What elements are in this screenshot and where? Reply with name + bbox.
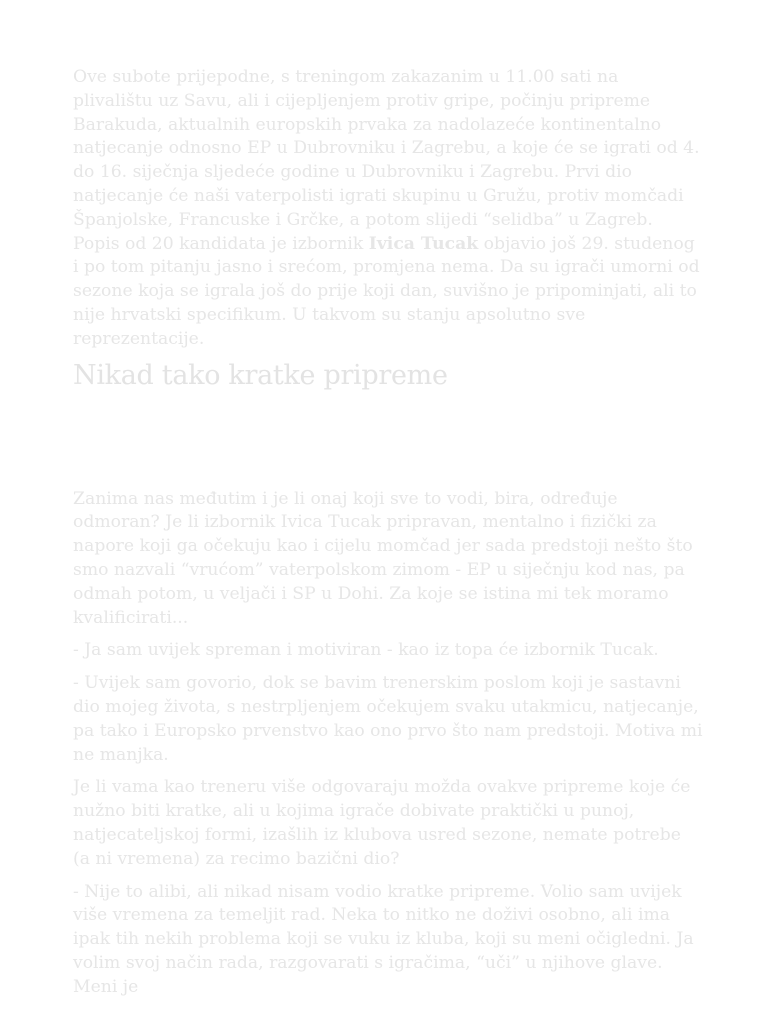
section-subheading: Nikad tako kratke pripreme: [73, 359, 448, 391]
media-placeholder: [73, 394, 703, 488]
interview-question-2: Je li vama kao treneru više odgovaraju možda ovakve pripreme koje će nužno biti kratke, ali u kojima igrače dobivate praktički u punoj, natjecateljskoj formi, izašlih iz klubova usred sezone, nemate potrebe (a ni vremena) za recimo bazični dio?: [73, 777, 691, 869]
intro-text-start: Ove subote prijepodne, s treningom zakazanim u 11.00 sati na plivalištu uz Savu, ali i cijepljenjem protiv gripe, počinju pripreme Barakuda, aktualnih europskih prvaka za nadolazeće kontinentalno natjecanje odnosno EP u Dubrovniku i Zagrebu, a koje će se igrati od 4. do 16. siječnja sljedeće godine u Dubrovniku i Zagrebu. Prvi dio natjecanje će naši vaterpolisti igrati skupinu u Gružu, protiv momčadi Španjolske, Francuske i Grčke, a potom slijedi “selidba” u Zagreb. Popis od 20 kandidata je izbornik: [73, 67, 700, 254]
interview-question-1: Zanima nas međutim i je li onaj koji sve to vodi, bira, određuje odmoran? Je li izbornik Ivica Tucak pripravan, mentalno i fizički za napore koji ga očekuju kao i cijelu momčad jer sada predstoji nešto što smo nazvali “vrućom” vaterpolskom zimom - EP u siječnju kod nas, pa odmah potom, u veljači i SP u Dohi. Za koje se istina mi tek moramo kvalificirati...: [73, 488, 693, 628]
intro-text-end: objavio još 29. studenog i po tom pitanju jasno i srećom, promjena nema. Da su igrači umorni od sezone koja se igrala još do prije koji dan, suvišno je pripominjati, ali to nije hrvatski specifikum. U takvom su stanju apsolutno sve reprezentacije.: [73, 233, 700, 349]
coach-name: Ivica Tucak: [368, 233, 479, 254]
interview-answer-2: - Nije to alibi, ali nikad nisam vodio kratke pripreme. Volio sam uvijek više vremena za temeljit rad. Neka to nitko ne doživi osobno, ali ima ipak tih nekih problema koji se vuku iz kluba, koji su meni očigledni. Ja volim svoj način rada, razgovarati s igračima, “uči” u njihove glave. Meni je: [73, 881, 694, 997]
interview-answer-1a: - Ja sam uvijek spreman i motiviran - kao iz topa će izbornik Tucak.: [73, 640, 659, 661]
interview-answer-1b: - Uvijek sam govorio, dok se bavim trenerskim poslom koji je sastavni dio mojeg života, s nestrpljenjem očekujem svaku utakmicu, natjecanje, pa tako i Europsko prvenstvo kao ono prvo što nam predstoji. Motiva mi ne manjka.: [73, 673, 703, 765]
intro-paragraph: [73, 66, 703, 352]
article-body: [73, 66, 703, 1000]
